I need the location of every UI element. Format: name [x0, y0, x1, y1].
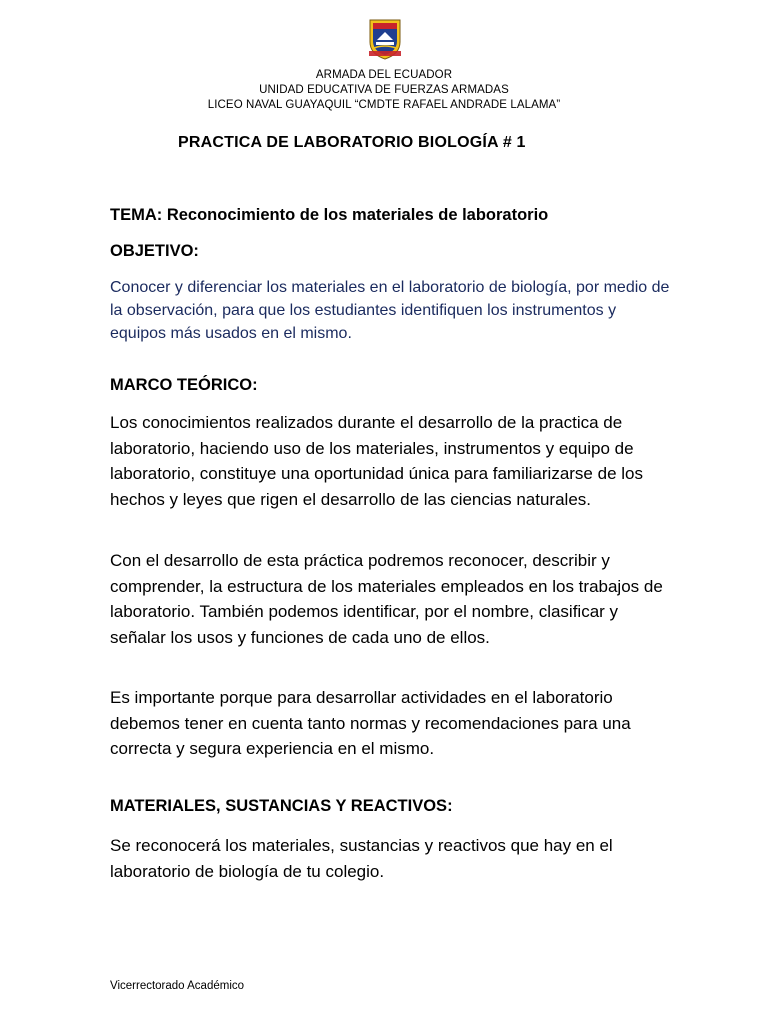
tema-heading: TEMA: Reconocimiento de los materiales de laboratorio: [110, 206, 549, 224]
header-line-unidad: UNIDAD EDUCATIVA DE FUERZAS ARMADAS: [259, 84, 509, 96]
header-line-liceo: LICEO NAVAL GUAYAQUIL “CMDTE RAFAEL ANDRADE LALAMA”: [207, 99, 561, 111]
naval-school-crest-icon: [368, 18, 402, 60]
objetivo-heading: OBJETIVO:: [110, 242, 199, 260]
footer-text: Vicerrectorado Académico: [110, 980, 245, 992]
document-title: PRACTICA DE LABORATORIO BIOLOGÍA # 1: [178, 134, 526, 151]
marco-paragraph-3: Es importante porque para desarrollar actividades en el laboratorio debemos tener en cuenta tanto normas y recomendaciones para una correcta y segura experiencia en el mismo.: [110, 688, 631, 758]
marco-teorico-heading: MARCO TEÓRICO:: [110, 376, 258, 394]
header-line-armada: ARMADA DEL ECUADOR: [315, 69, 453, 81]
marco-paragraph-2: Con el desarrollo de esta práctica podremos reconocer, describir y comprender, la estructura de los materiales empleados en los trabajos de laboratorio. También podemos identificar, por el nombre, clasificar y señalar los usos y funciones de cada uno de ellos.: [110, 551, 663, 647]
materiales-text: Se reconocerá los materiales, sustancias y reactivos que hay en el laboratorio de biología de tu colegio.: [110, 836, 613, 881]
marco-paragraph-1: Los conocimientos realizados durante el desarrollo de la practica de laboratorio, haciendo uso de los materiales, instrumentos y equipo de laboratorio, constituye una oportunidad única para familiarizarse de los hechos y leyes que rigen el desarrollo de las ciencias naturales.: [110, 413, 643, 509]
objetivo-text: Conocer y diferenciar los materiales en el laboratorio de biología, por medio de la observación, para que los estudiantes identifiquen los instrumentos y equipos más usados en el mismo.: [110, 279, 670, 342]
materiales-heading: MATERIALES, SUSTANCIAS Y REACTIVOS:: [110, 797, 453, 815]
